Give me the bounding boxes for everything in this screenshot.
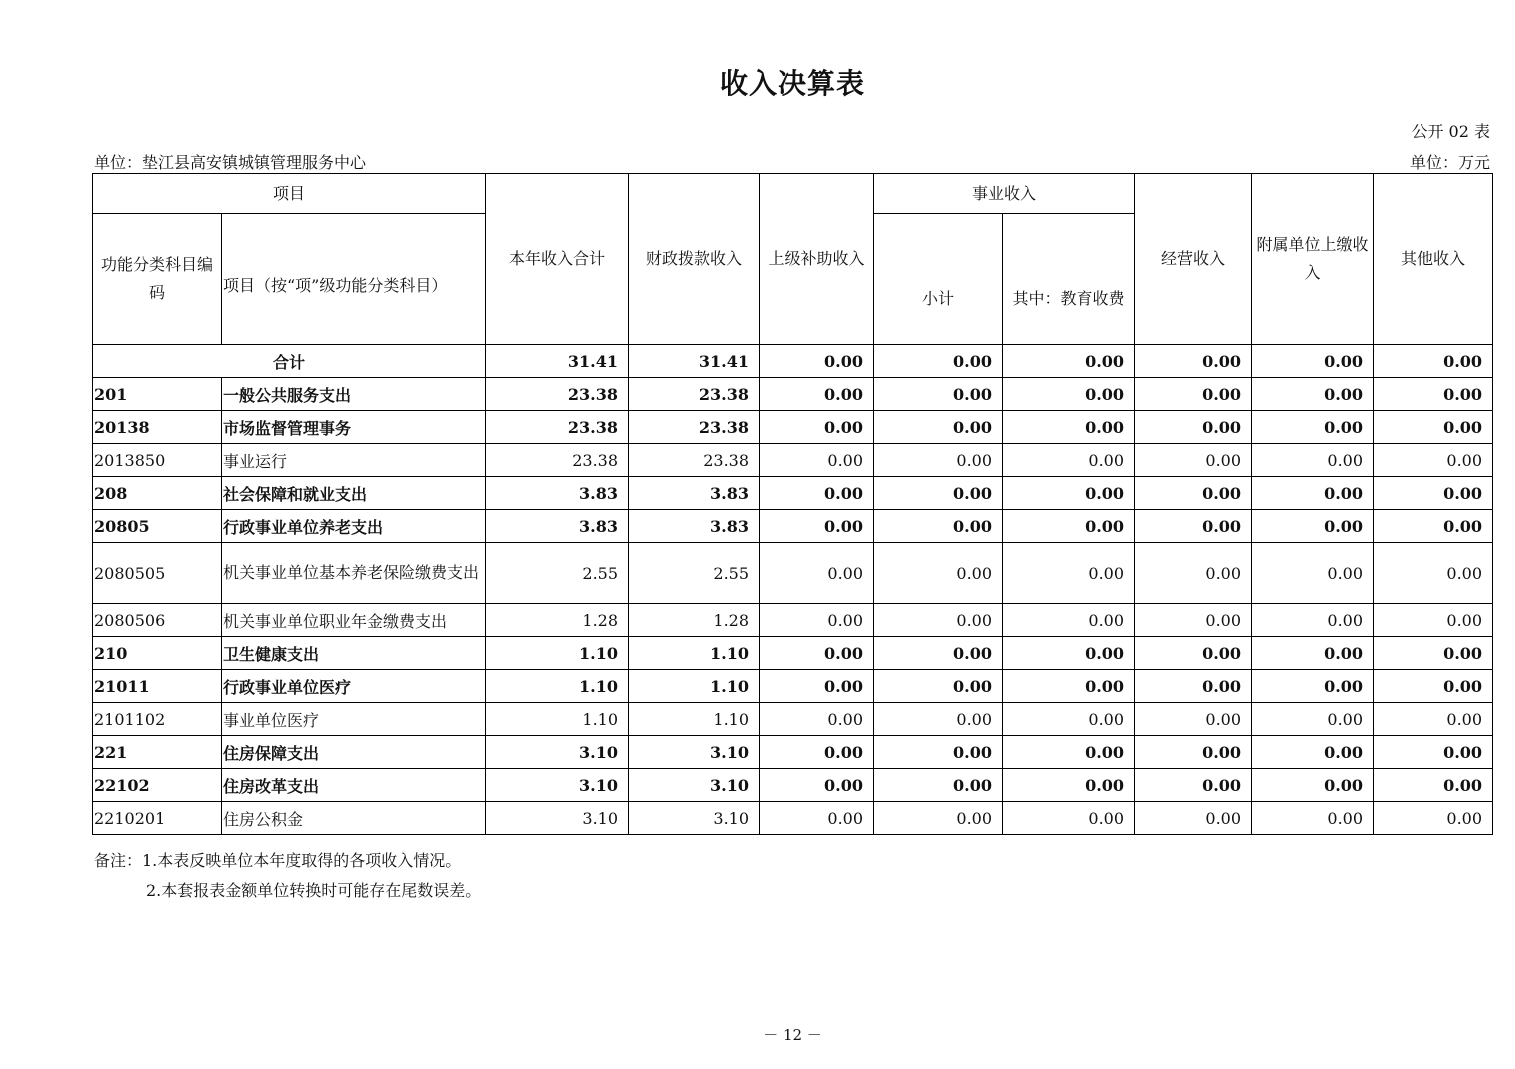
row-value: 0.00: [874, 378, 1003, 411]
total-cell: 31.41: [629, 345, 760, 378]
table-row: [93, 510, 1493, 543]
row-name: 市场监督管理事务: [222, 411, 486, 444]
row-value: 0.00: [1374, 378, 1493, 411]
row-value: 23.38: [629, 378, 760, 411]
header-education: 其中：教育收费: [1003, 214, 1135, 345]
income-table: [92, 173, 1493, 835]
row-value: 0.00: [874, 802, 1003, 835]
row-value: 0.00: [760, 543, 874, 604]
row-value: 0.00: [1003, 510, 1135, 543]
row-code: 20805: [93, 510, 222, 543]
total-label: 合计: [93, 345, 486, 378]
row-value: 0.00: [1374, 670, 1493, 703]
row-name: 行政事业单位养老支出: [222, 510, 486, 543]
row-value: 0.00: [874, 637, 1003, 670]
row-value: 0.00: [1252, 670, 1374, 703]
row-value: 0.00: [1374, 543, 1493, 604]
row-value: 3.83: [486, 477, 629, 510]
row-value: 0.00: [874, 510, 1003, 543]
row-value: 1.10: [629, 670, 760, 703]
row-value: 0.00: [1374, 444, 1493, 477]
row-value: 3.10: [486, 802, 629, 835]
header-affiliate: 附属单位上缴收入: [1252, 174, 1374, 345]
row-value: 0.00: [874, 703, 1003, 736]
header-total: 本年收入合计: [486, 174, 629, 345]
table-row: [93, 769, 1493, 802]
header-subtotal: 小计: [874, 214, 1003, 345]
table-body: [93, 345, 1493, 835]
row-value: 0.00: [874, 444, 1003, 477]
row-value: 3.10: [486, 769, 629, 802]
row-value: 0.00: [874, 670, 1003, 703]
row-value: 0.00: [760, 378, 874, 411]
row-value: 0.00: [760, 736, 874, 769]
row-value: 1.10: [486, 670, 629, 703]
row-value: 0.00: [760, 411, 874, 444]
table-row: [93, 802, 1493, 835]
row-code: 22102: [93, 769, 222, 802]
table-row: [93, 411, 1493, 444]
row-value: 0.00: [1252, 444, 1374, 477]
row-value: 0.00: [1135, 802, 1252, 835]
total-cell: 0.00: [1252, 345, 1374, 378]
row-value: 0.00: [1252, 543, 1374, 604]
row-value: 0.00: [1252, 703, 1374, 736]
row-value: 0.00: [1252, 378, 1374, 411]
row-value: 1.28: [486, 604, 629, 637]
row-name: 卫生健康支出: [222, 637, 486, 670]
total-cell: 31.41: [486, 345, 629, 378]
row-value: 3.10: [629, 736, 760, 769]
row-value: 0.00: [1003, 802, 1135, 835]
row-value: 0.00: [1135, 736, 1252, 769]
row-value: 0.00: [1003, 477, 1135, 510]
row-code: 210: [93, 637, 222, 670]
row-code: 201: [93, 378, 222, 411]
row-code: 21011: [93, 670, 222, 703]
row-value: 1.10: [629, 703, 760, 736]
row-value: 23.38: [629, 444, 760, 477]
row-value: 0.00: [1003, 604, 1135, 637]
row-name: 住房改革支出: [222, 769, 486, 802]
row-value: 23.38: [486, 444, 629, 477]
table-row: [93, 670, 1493, 703]
row-value: 0.00: [1003, 411, 1135, 444]
row-value: 1.10: [629, 637, 760, 670]
row-value: 0.00: [1374, 637, 1493, 670]
row-code: 2080506: [93, 604, 222, 637]
row-value: 0.00: [1374, 411, 1493, 444]
row-value: 0.00: [1252, 769, 1374, 802]
note-2: 2.本套报表金额单位转换时可能存在尾数误差。: [146, 881, 482, 900]
row-value: 0.00: [760, 769, 874, 802]
table-row: [93, 637, 1493, 670]
row-name: 机关事业单位职业年金缴费支出: [222, 604, 486, 637]
row-name: 一般公共服务支出: [222, 378, 486, 411]
row-value: 0.00: [874, 543, 1003, 604]
row-value: 0.00: [1252, 736, 1374, 769]
row-value: 3.10: [486, 736, 629, 769]
row-value: 0.00: [1252, 802, 1374, 835]
row-value: 0.00: [1135, 411, 1252, 444]
row-value: 0.00: [1135, 604, 1252, 637]
table-row: [93, 703, 1493, 736]
row-value: 0.00: [760, 637, 874, 670]
row-value: 1.28: [629, 604, 760, 637]
row-value: 0.00: [1003, 444, 1135, 477]
table-row: [93, 477, 1493, 510]
row-value: 0.00: [1374, 477, 1493, 510]
header-code: 功能分类科目编码: [93, 214, 222, 345]
row-value: 0.00: [1135, 670, 1252, 703]
row-name: 住房公积金: [222, 802, 486, 835]
row-value: 0.00: [1374, 769, 1493, 802]
row-value: 0.00: [874, 769, 1003, 802]
total-cell: 0.00: [1374, 345, 1493, 378]
form-code: 公开 02 表: [1411, 122, 1490, 141]
row-value: 0.00: [1252, 477, 1374, 510]
page-title: 收入决算表: [719, 67, 865, 100]
row-value: 0.00: [1003, 637, 1135, 670]
row-value: 0.00: [760, 444, 874, 477]
row-name: 行政事业单位医疗: [222, 670, 486, 703]
header-other: 其他收入: [1374, 174, 1493, 345]
notes: [94, 846, 481, 906]
row-name: 住房保障支出: [222, 736, 486, 769]
currency-unit: 单位：万元: [1409, 153, 1490, 172]
row-code: 2080505: [93, 543, 222, 604]
row-value: 0.00: [874, 411, 1003, 444]
row-value: 0.00: [1135, 703, 1252, 736]
row-value: 3.83: [629, 477, 760, 510]
row-value: 0.00: [1252, 510, 1374, 543]
row-value: 0.00: [874, 736, 1003, 769]
row-code: 2013850: [93, 444, 222, 477]
row-value: 0.00: [1374, 802, 1493, 835]
row-value: 0.00: [760, 604, 874, 637]
row-value: 0.00: [874, 477, 1003, 510]
row-value: 23.38: [486, 378, 629, 411]
row-value: 0.00: [1135, 510, 1252, 543]
row-value: 0.00: [874, 604, 1003, 637]
note-1: 备注：1.本表反映单位本年度取得的各项收入情况。: [94, 851, 462, 870]
row-value: 3.83: [629, 510, 760, 543]
row-value: 3.10: [629, 802, 760, 835]
header-superior: 上级补助收入: [760, 174, 874, 345]
row-value: 3.10: [629, 769, 760, 802]
unit-name: 单位：垫江县高安镇城镇管理服务中心: [94, 153, 367, 172]
row-value: 0.00: [760, 670, 874, 703]
header-project: 项目: [93, 174, 486, 214]
row-value: 0.00: [1252, 604, 1374, 637]
row-name: 事业单位医疗: [222, 703, 486, 736]
total-row: [93, 345, 1493, 378]
row-name: 机关事业单位基本养老保险缴费支出: [222, 543, 486, 604]
row-value: 0.00: [760, 510, 874, 543]
row-value: 0.00: [1374, 703, 1493, 736]
row-value: 0.00: [760, 703, 874, 736]
row-value: 0.00: [1003, 378, 1135, 411]
row-code: 2101102: [93, 703, 222, 736]
page-number: － 12 －: [763, 1026, 822, 1044]
total-cell: 0.00: [1003, 345, 1135, 378]
row-value: 0.00: [1135, 637, 1252, 670]
row-value: 0.00: [1374, 736, 1493, 769]
table-row: [93, 604, 1493, 637]
row-value: 0.00: [1135, 769, 1252, 802]
row-value: 1.10: [486, 703, 629, 736]
row-value: 0.00: [1003, 670, 1135, 703]
row-value: 0.00: [1003, 703, 1135, 736]
header-business: 事业收入: [874, 174, 1135, 214]
table-row: [93, 378, 1493, 411]
row-value: 0.00: [1135, 378, 1252, 411]
table-row: [93, 444, 1493, 477]
row-value: 0.00: [1252, 411, 1374, 444]
row-value: 0.00: [760, 477, 874, 510]
row-value: 3.83: [486, 510, 629, 543]
row-value: 23.38: [629, 411, 760, 444]
row-value: 0.00: [760, 802, 874, 835]
row-value: 1.10: [486, 637, 629, 670]
row-code: 2210201: [93, 802, 222, 835]
row-value: 0.00: [1252, 637, 1374, 670]
row-name: 社会保障和就业支出: [222, 477, 486, 510]
row-code: 20138: [93, 411, 222, 444]
header-name: 项目（按“项”级功能分类科目）: [222, 214, 486, 345]
row-value: 2.55: [629, 543, 760, 604]
row-code: 221: [93, 736, 222, 769]
table-row: [93, 736, 1493, 769]
row-name: 事业运行: [222, 444, 486, 477]
row-value: 0.00: [1374, 604, 1493, 637]
row-value: 23.38: [486, 411, 629, 444]
total-cell: 0.00: [760, 345, 874, 378]
row-value: 0.00: [1135, 444, 1252, 477]
row-code: 208: [93, 477, 222, 510]
row-value: 2.55: [486, 543, 629, 604]
header-fiscal: 财政拨款收入: [629, 174, 760, 345]
table-row: [93, 543, 1493, 604]
total-cell: 0.00: [1135, 345, 1252, 378]
row-value: 0.00: [1003, 736, 1135, 769]
row-value: 0.00: [1003, 543, 1135, 604]
row-value: 0.00: [1135, 543, 1252, 604]
header-operation: 经营收入: [1135, 174, 1252, 345]
total-cell: 0.00: [874, 345, 1003, 378]
row-value: 0.00: [1135, 477, 1252, 510]
row-value: 0.00: [1003, 769, 1135, 802]
row-value: 0.00: [1374, 510, 1493, 543]
